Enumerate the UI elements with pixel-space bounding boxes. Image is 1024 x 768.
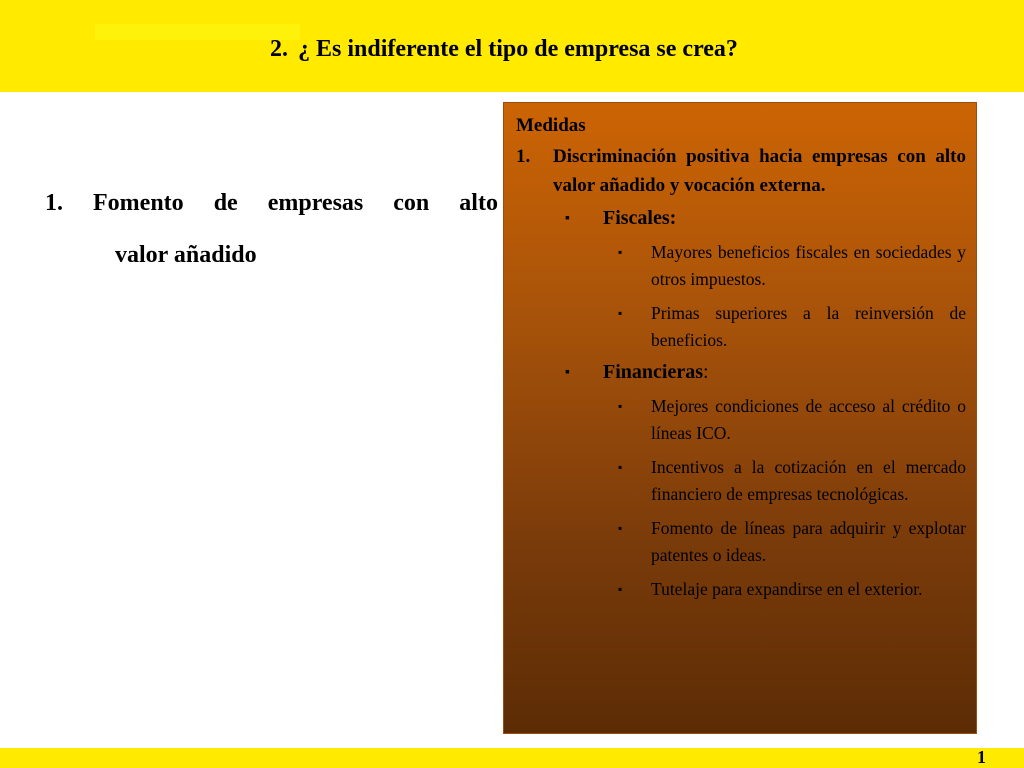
list-item-text: Fomento de líneas para adquirir y explotar patentes o ideas. xyxy=(651,518,966,565)
category-label: Fiscales: xyxy=(603,207,677,229)
title-text: ¿ Es indiferente el tipo de empresa se crea? xyxy=(298,36,738,62)
left-heading-line1 xyxy=(45,177,498,229)
category-label: Financieras xyxy=(603,361,703,383)
square-bullet-icon: ▪ xyxy=(618,306,623,320)
left-heading-line2: valor añadido xyxy=(115,242,257,268)
square-bullet-icon: ▪ xyxy=(618,460,623,474)
list-item-text: Primas superiores a la reinversión de beneficios. xyxy=(651,303,966,350)
list-item xyxy=(618,454,966,508)
left-heading-number: 1. xyxy=(45,190,63,216)
square-bullet-icon: ▪ xyxy=(618,245,623,259)
left-heading-word: empresas xyxy=(267,190,364,216)
list-item-text: Incentivos a la cotización en el mercado financiero de empresas tecnológicas. xyxy=(651,457,966,504)
footer-band xyxy=(0,748,1024,768)
category-suffix: : xyxy=(703,361,709,383)
list-item xyxy=(618,300,966,354)
list-item-text: Mejores condiciones de acceso al crédito o líneas ICO. xyxy=(651,396,966,443)
item-number: 1. xyxy=(516,146,531,167)
left-heading xyxy=(45,177,498,281)
left-heading-word: alto xyxy=(459,190,498,216)
panel-numbered-item xyxy=(516,142,966,200)
list-item xyxy=(618,239,966,293)
square-bullet-icon: ▪ xyxy=(565,211,570,226)
panel-heading: Medidas xyxy=(516,115,586,136)
list-item xyxy=(618,393,966,447)
square-bullet-icon: ▪ xyxy=(565,365,570,380)
slide-title xyxy=(270,33,990,65)
left-heading-word: Fomento xyxy=(93,190,184,216)
list-item-text: Mayores beneficios fiscales en sociedades y otros impuestos. xyxy=(651,242,966,289)
page-number: 1 xyxy=(977,747,986,767)
list-item xyxy=(618,576,966,603)
category-financieras xyxy=(565,358,966,389)
measures-panel xyxy=(503,102,977,734)
title-number: 2. xyxy=(270,36,288,62)
square-bullet-icon: ▪ xyxy=(618,582,623,596)
left-heading-word: de xyxy=(213,190,238,216)
square-bullet-icon: ▪ xyxy=(618,399,623,413)
list-item-text: Tutelaje para expandirse en el exterior. xyxy=(651,579,923,599)
square-bullet-icon: ▪ xyxy=(618,521,623,535)
item-text: Discriminación positiva hacia empresas con alto valor añadido y vocación externa. xyxy=(553,146,966,196)
list-item xyxy=(618,515,966,569)
category-fiscales xyxy=(565,204,966,235)
left-heading-word: con xyxy=(393,190,430,216)
